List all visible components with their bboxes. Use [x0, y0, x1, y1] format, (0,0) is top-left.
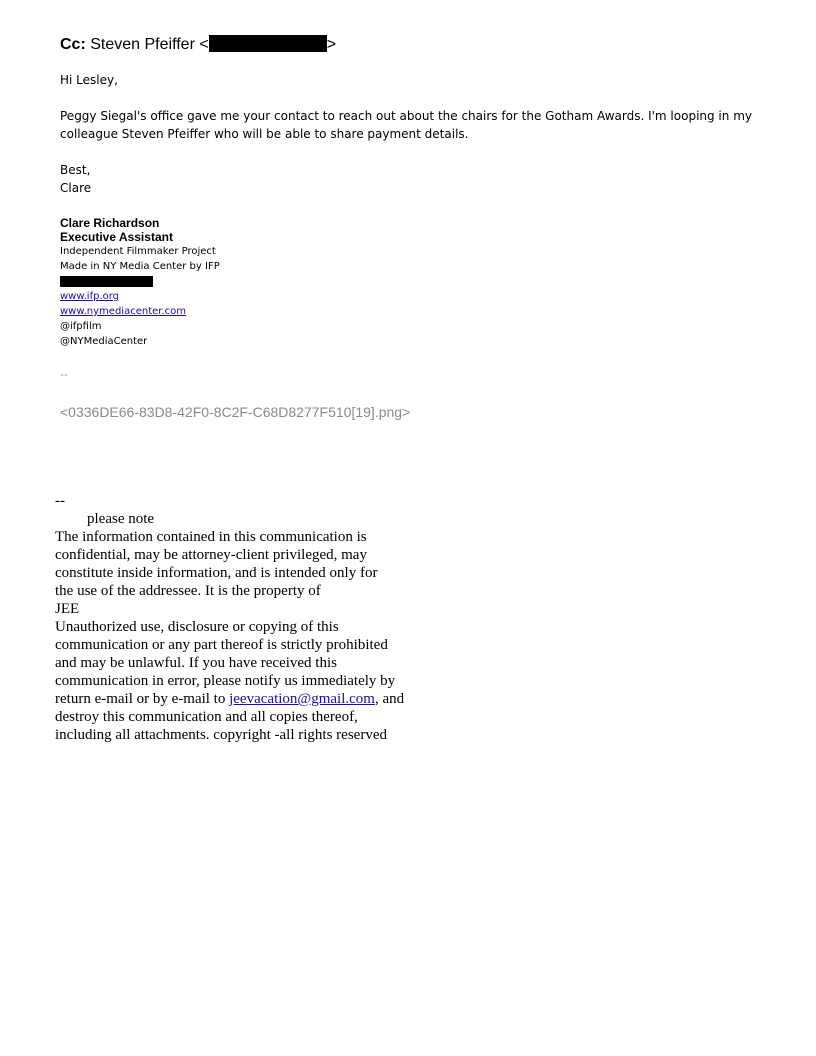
closing-line-2: Clare — [60, 181, 92, 195]
disclaimer-line: and may be unlawful. If you have received this — [55, 655, 337, 671]
disclaimer-email-link[interactable]: jeevacation@gmail.com — [229, 691, 375, 707]
disclaimer-line: Unauthorized use, disclosure or copying of this — [55, 619, 339, 635]
disclaimer-line: The information contained in this communication is — [55, 529, 367, 545]
disclaimer-text: , and — [374, 691, 405, 707]
disclaimer-line-with-email — [55, 690, 445, 708]
disclaimer-line: communication or any part thereof is strictly prohibited — [55, 637, 388, 653]
cc-line — [60, 35, 336, 55]
signature-title: Executive Assistant — [60, 230, 173, 244]
redacted-email — [209, 35, 327, 52]
redacted-phone — [60, 276, 153, 287]
signature-block — [60, 216, 460, 349]
signature-org-1: Independent Filmmaker Project — [60, 246, 216, 257]
cc-label: Cc: — [60, 36, 86, 53]
attachment-filename[interactable]: <0336DE66-83D8-42F0-8C2F-C68D8277F510[19].png> — [60, 404, 411, 420]
disclaimer-line: including all attachments. copyright -all rights reserved — [55, 727, 387, 743]
handle-ifpfilm: @ifpfilm — [60, 321, 102, 332]
closing-line-1: Best, — [60, 163, 91, 177]
signature-name: Clare Richardson — [60, 216, 160, 230]
disclaimer-line: constitute inside information, and is intended only for — [55, 565, 378, 581]
ifp-link[interactable]: www.ifp.org — [60, 291, 120, 302]
disclaimer-line: communication in error, please notify us immediately by — [55, 673, 396, 689]
handle-nymediacenter: @NYMediaCenter — [60, 336, 148, 347]
legal-disclaimer — [55, 492, 445, 744]
disclaimer-text: return e-mail or by e-mail to — [55, 691, 230, 707]
disclaimer-heading: please note — [87, 511, 155, 527]
disclaimer-line: the use of the addressee. It is the property of — [55, 583, 321, 599]
disclaimer-line: destroy this communication and all copies thereof, — [55, 709, 358, 725]
greeting: Hi Lesley, — [60, 73, 118, 87]
signature-separator: -- — [60, 367, 68, 381]
disclaimer-line: JEE — [55, 601, 80, 617]
cc-name: Steven Pfeiffer < — [90, 36, 209, 53]
cc-close: > — [326, 36, 337, 53]
signature-org-2: Made in NY Media Center by IFP — [60, 261, 220, 272]
closing — [60, 161, 91, 197]
disclaimer-dash: -- — [55, 493, 65, 509]
disclaimer-line: confidential, may be attorney-client privileged, may — [55, 547, 367, 563]
nymediacenter-link[interactable]: www.nymediacenter.com — [60, 306, 186, 317]
message-paragraph: Peggy Siegal's office gave me your contact to reach out about the chairs for the Gotham Awards. I'm looping in my colleague Steven Pfeiffer who will be able to share payment details. — [60, 109, 752, 141]
